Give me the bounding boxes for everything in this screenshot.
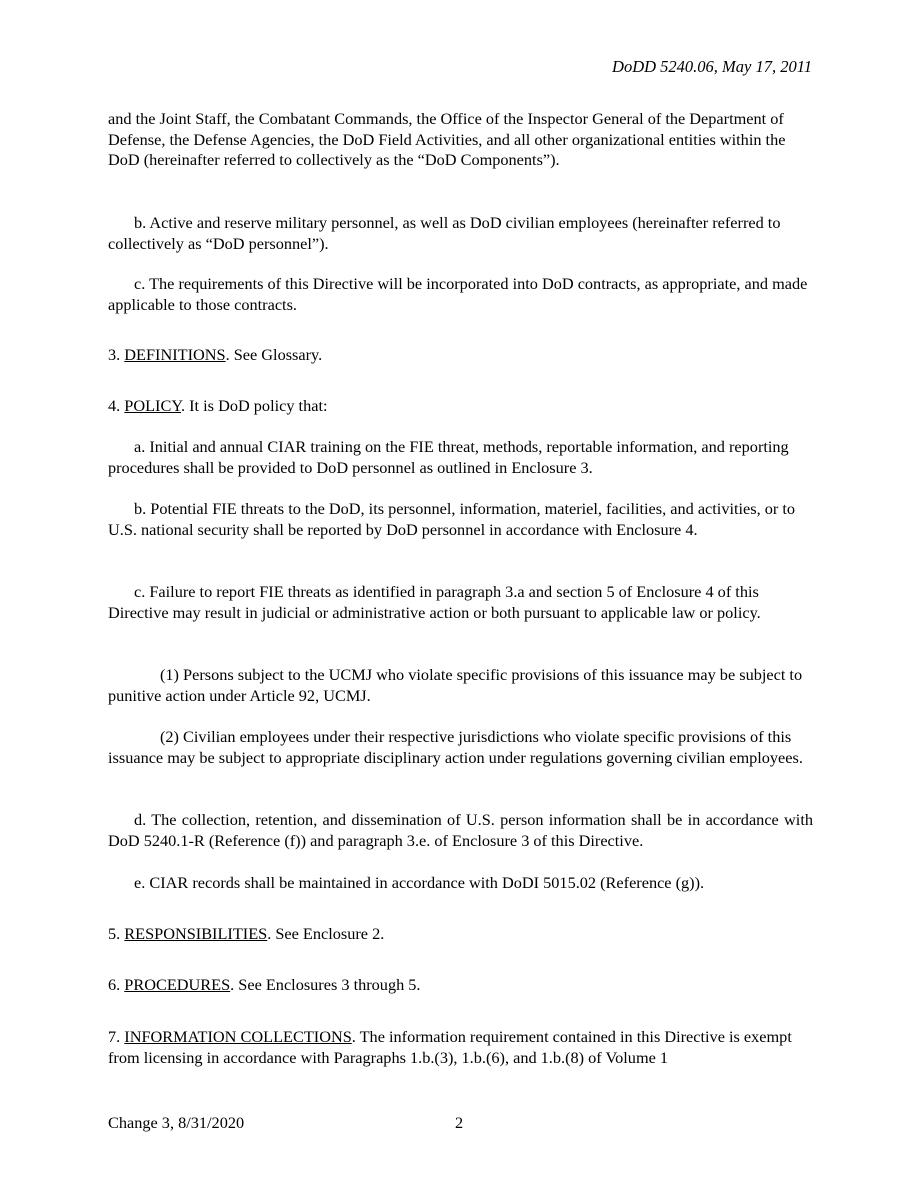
section-number: 3.: [108, 345, 125, 364]
paragraph-continuation: and the Joint Staff, the Combatant Commands, the Office of the Inspector General of the Department of Defense, the Defense Agencies, the DoD Field Activities, and all other organizational entities within the DoD (hereinafter referred to collectively as the “DoD Components”).: [108, 109, 786, 170]
section-text: . The information requirement contained in this Directive is exempt from licensing in accordance with Paragraphs 1.b.(3), 1.b.(6), and 1.b.(8) of Volume 1: [108, 1027, 792, 1067]
section-text: . See Enclosures 3 through 5.: [230, 975, 421, 994]
section-title: PROCEDURES: [124, 975, 231, 994]
section-3-definitions: [108, 345, 813, 366]
section-text: . See Enclosure 2.: [267, 924, 385, 943]
section-text: . See Glossary.: [225, 345, 323, 364]
document-header: DoDD 5240.06, May 17, 2011: [612, 57, 812, 76]
section-7-information-collections: [108, 1027, 813, 1068]
section-title: INFORMATION COLLECTIONS: [124, 1027, 352, 1046]
section-text: . It is DoD policy that:: [180, 396, 328, 415]
section-5-responsibilities: [108, 924, 813, 945]
paragraph-4c2: (2) Civilian employees under their respective jurisdictions who violate specific provisions of this issuance may be subject to appropriate disciplinary action under regulations governing civilian employees.: [108, 727, 803, 767]
section-title: POLICY: [124, 396, 181, 415]
footer-change-note: Change 3, 8/31/2020: [108, 1113, 245, 1132]
paragraph-4d: d. The collection, retention, and dissemination of U.S. person information shall be in accordance with DoD 5240.1-R (Reference (f)) and paragraph 3.e. of Enclosure 3 of this Directive.: [108, 810, 813, 850]
section-number: 7.: [108, 1027, 125, 1046]
paragraph-2c: c. The requirements of this Directive will be incorporated into DoD contracts, as appropriate, and made applicable to those contracts.: [108, 274, 808, 314]
paragraph-4a: a. Initial and annual CIAR training on the FIE threat, methods, reportable information, and reporting procedures shall be provided to DoD personnel as outlined in Enclosure 3.: [108, 437, 789, 477]
section-4-policy: [108, 396, 813, 417]
section-number: 5.: [108, 924, 125, 943]
section-6-procedures: [108, 975, 813, 996]
section-title: RESPONSIBILITIES: [124, 924, 268, 943]
section-title: DEFINITIONS: [124, 345, 226, 364]
page-number: 2: [455, 1113, 464, 1132]
paragraph-2b: b. Active and reserve military personnel, as well as DoD civilian employees (hereinafter referred to collectively as “DoD personnel”).: [108, 213, 781, 253]
paragraph-4c1: (1) Persons subject to the UCMJ who violate specific provisions of this issuance may be subject to punitive action under Article 92, UCMJ.: [108, 665, 803, 705]
paragraph-4c: c. Failure to report FIE threats as identified in paragraph 3.a and section 5 of Enclosure 4 of this Directive may result in judicial or administrative action or both pursuant to applicable law or policy.: [108, 582, 761, 622]
paragraph-4e: e. CIAR records shall be maintained in accordance with DoDI 5015.02 (Reference (g)).: [134, 873, 705, 892]
section-number: 6.: [108, 975, 125, 994]
paragraph-4b: b. Potential FIE threats to the DoD, its personnel, information, materiel, facilities, and activities, or to U.S. national security shall be reported by DoD personnel in accordance with Enclosure 4.: [108, 499, 796, 539]
section-number: 4.: [108, 396, 125, 415]
